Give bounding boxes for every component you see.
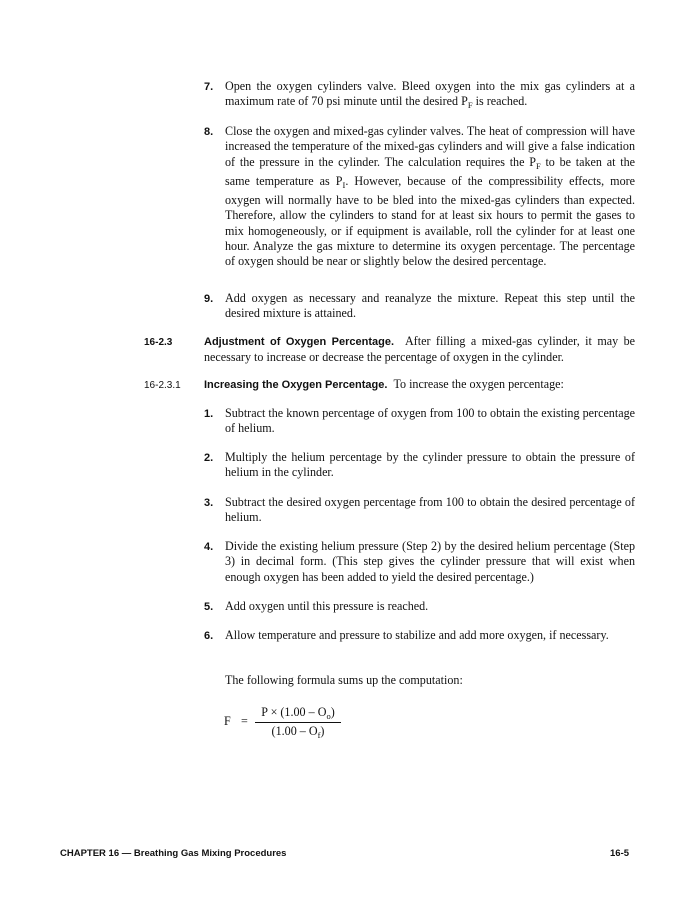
step-6-number: 6.	[204, 630, 214, 642]
step-8-number: 8.	[204, 126, 214, 138]
step-4-text: Divide the existing helium pressure (Step 2) by the desired helium percentage (Step 3) in decimal form. (This step gives the cylinder pressure that will exist when enough oxygen has been added to yield the desired percentage.)	[225, 539, 635, 584]
section-1623-heading: Adjustment of Oxygen Percentage.	[204, 336, 395, 348]
formula-numerator: $P \times (1.00 - O_o)$	[261, 705, 335, 721]
step-1-text: Subtract the known percentage of oxygen from 100 to obtain the existing percentage of helium.	[225, 406, 635, 436]
step-8-text: Close the oxygen and mixed-gas cylinder valves. The heat of compression will have increased the temperature of the mixed-gas cylinders and will give a false indication of the pressure in the cylinder. The calculation requires the $P_F$ to be taken at the same temperature as $P_I$. However, because of the compressibility effects, more oxygen will normally have to be bled into the mixed-gas cylinders than expected. Therefore, allow the cylinders to stand for at least six hours to permit the gases to mix homogeneously, or if equipment is available, roll the cylinder for at least one hour. Analyze the gas mixture to determine its oxygen percentage. The percentage of oxygen should be near or slightly below the desired percentage.	[225, 124, 636, 269]
section-1623-paragraph: Adjustment of Oxygen Percentage. After filling a mixed-gas cylinder, it may be necessary to increase or decrease the percentage of oxygen in the cylinder.	[204, 334, 636, 365]
footer-page-number: 16-5	[610, 848, 630, 859]
step-3-text: Subtract the desired oxygen percentage from 100 to obtain the desired percentage of helium.	[225, 495, 635, 525]
step-9-number: 9.	[204, 293, 214, 305]
step-4-number: 4.	[204, 541, 214, 553]
step-5-text: Add oxygen until this pressure is reached.	[225, 599, 429, 613]
step-7-text: Open the oxygen cylinders valve. Bleed oxygen into the mix gas cylinders at a maximum rate of 70 psi minute until the desired $P_F$ is reached.	[225, 79, 635, 111]
step-2-number: 2.	[204, 452, 214, 464]
step-7-number: 7.	[204, 81, 214, 93]
section-16231-number: 16-2.3.1	[144, 380, 181, 391]
formula-intro: The following formula sums up the computation:	[225, 673, 463, 687]
step-3-number: 3.	[204, 497, 214, 509]
step-1-number: 1.	[204, 408, 214, 420]
step-5-number: 5.	[204, 601, 214, 613]
step-2-text: Multiply the helium percentage by the cylinder pressure to obtain the pressure of helium in the cylinder.	[225, 450, 635, 480]
step-9-text: Add oxygen as necessary and reanalyze the mixture. Repeat this step until the desired mixture is attained.	[225, 291, 635, 321]
formula-lhs: F	[224, 714, 231, 728]
section-16231-heading: Increasing the Oxygen Percentage.	[204, 379, 388, 391]
formula-equals: =	[241, 714, 248, 728]
formula-denominator: $(1.00 - O_f)$	[271, 724, 325, 740]
footer-chapter-title: CHAPTER 16 — Breathing Gas Mixing Procedures	[60, 848, 287, 859]
section-1623-number: 16-2.3	[144, 337, 173, 348]
step-6-text: Allow temperature and pressure to stabilize and add more oxygen, if necessary.	[225, 628, 609, 642]
section-16231-paragraph: Increasing the Oxygen Percentage. To increase the oxygen percentage:	[204, 377, 564, 391]
formula-fraction-bar	[255, 722, 341, 723]
